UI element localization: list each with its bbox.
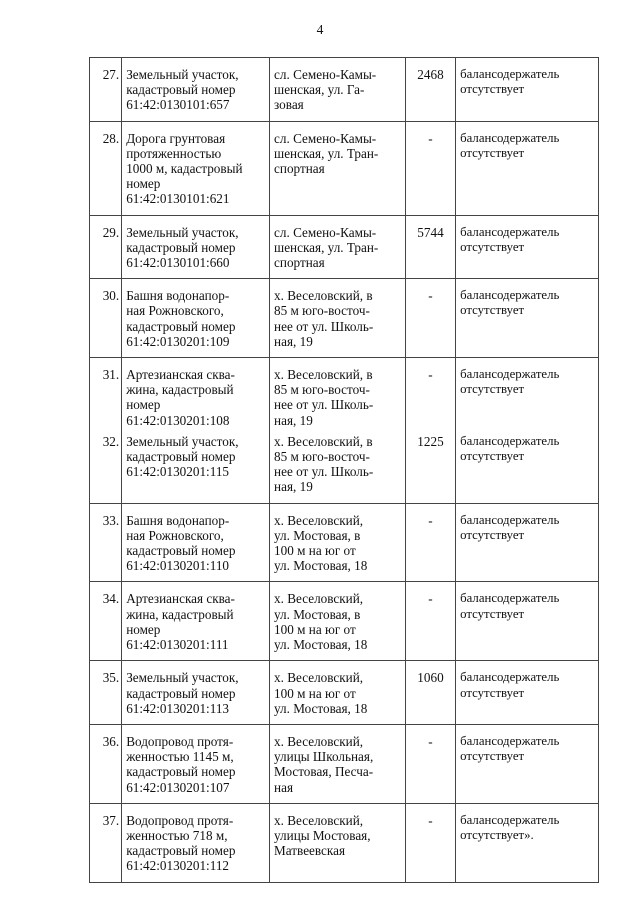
row-number: 28. [90,121,122,215]
object-name [122,121,270,215]
object-address-line: 85 м юго-восточ- [274,449,370,465]
object-address-line: 85 м юго-восточ- [274,382,370,398]
object-address-line: Матвеевская [274,843,346,859]
object-address-line: зовая [274,97,304,113]
object-address-line: х. Веселовский, [274,670,364,686]
object-name-line: 61:42:0130201:111 [126,637,229,653]
table-row [90,121,599,215]
balance-holder-line: балансодержатель [460,288,560,303]
object-name [122,582,270,661]
row-number: 35. [90,661,122,725]
object-name-line: кадастровый номер [126,764,236,780]
object-name [122,803,270,882]
object-address-line: ул. Мостовая, 18 [274,700,368,716]
object-address-line: нее от ул. Школь- [274,464,374,480]
object-area: - [405,803,455,882]
object-address-line: улицы Мостовая, [274,827,371,843]
balance-holder-line: отсутствует [460,382,525,397]
object-address-line: нее от ул. Школь- [274,318,374,334]
row-number: 34. [90,582,122,661]
balance-holder [456,279,599,358]
table-row [90,58,599,122]
object-name-line: ная Рожновского, [126,527,224,543]
row-number: 29. [90,215,122,279]
object-address [270,358,406,430]
object-address-line: улицы Школьная, [274,749,374,765]
object-name-line: Земельный участок, [126,670,239,686]
balance-holder-line: балансодержатель [460,591,560,606]
object-name-line: 61:42:0130201:108 [126,412,230,428]
object-name-line: кадастровый номер [126,449,236,465]
object-address-line: сл. Семено-Камы- [274,130,377,146]
object-name-line: кадастровый номер [126,82,236,98]
balance-holder-line: балансодержатель [460,812,560,827]
balance-holder-line: балансодержатель [460,733,560,748]
object-name-line: протяженностью [126,145,222,161]
object-name-line: 61:42:0130201:115 [126,464,230,480]
object-address-line: шенская, ул. Тран- [274,145,379,161]
object-address-line: 85 м юго-восточ- [274,303,370,319]
object-name-line: Дорога грунтовая [126,130,226,146]
object-address-line: 100 м на юг от [274,685,356,701]
object-address-line: х. Веселовский, [274,591,364,607]
object-address-line: ная [274,779,294,795]
object-address-line: х. Веселовский, [274,812,364,828]
object-area: 1060 [405,661,455,725]
object-name-line: Земельный участок, [126,224,239,240]
object-address-line: ул. Мостовая, 18 [274,558,368,574]
object-name [122,661,270,725]
object-area: - [405,121,455,215]
object-address-line: 100 м на юг от [274,543,356,559]
balance-holder-line: балансодержатель [460,67,560,81]
object-name-line: 61:42:0130201:107 [126,779,230,795]
balance-holder-line: отсутствует [460,82,525,97]
object-name-line: Башня водонапор- [126,288,230,304]
object-address-line: ул. Мостовая, в [274,606,361,622]
object-address-line: спортная [274,161,325,177]
object-address-line: х. Веселовский, [274,733,364,749]
object-address-line: х. Веселовский, в [274,367,373,383]
object-name-line: женностью 1145 м, [126,749,234,765]
object-name-line: жина, кадастровый [126,606,234,622]
table-row [90,803,599,882]
object-area: - [405,279,455,358]
object-address-line: сл. Семено-Камы- [274,224,377,240]
object-area: 5744 [405,215,455,279]
object-name-line: номер [126,621,161,637]
object-name-line: кадастровый номер [126,543,236,559]
object-name-line: 61:42:0130201:109 [126,333,230,349]
balance-holder-line: балансодержатель [460,670,560,685]
balance-holder-line: отсутствует [460,145,525,160]
row-number: 32. [90,430,122,503]
object-address-line: сл. Семено-Камы- [274,67,377,82]
table-row [90,582,599,661]
object-area: - [405,503,455,582]
balance-holder [456,358,599,430]
object-address-line: х. Веселовский, в [274,433,373,449]
table-row [90,661,599,725]
balance-holder [456,582,599,661]
object-name-line: ная Рожновского, [126,303,224,319]
object-name [122,279,270,358]
object-name-line: жина, кадастровый [126,382,234,398]
object-name-line: номер [126,397,161,413]
balance-holder-line: отсутствует [460,749,525,764]
table-row [90,358,599,430]
object-address-line: ная, 19 [274,479,313,495]
object-name-line: Земельный участок, [126,433,239,449]
row-number: 27. [90,58,122,122]
object-name-line: Водопровод протя- [126,812,234,828]
object-area: - [405,358,455,430]
object-name-line: кадастровый номер [126,318,236,334]
registry-body [90,58,599,883]
balance-holder-line: отсутствует [460,239,525,254]
object-name-line: Земельный участок, [126,67,239,82]
object-address [270,503,406,582]
object-name-line: Артезианская сква- [126,367,235,383]
balance-holder-line: балансодержатель [460,224,560,239]
object-name-line: номер [126,176,161,192]
balance-holder-line: балансодержатель [460,433,560,448]
object-name [122,503,270,582]
balance-holder-line: балансодержатель [460,512,560,527]
table-row [90,724,599,803]
object-area: 2468 [405,58,455,122]
object-name [122,358,270,430]
balance-holder [456,121,599,215]
object-name-line: кадастровый номер [126,843,236,859]
object-address [270,121,406,215]
object-address-line: спортная [274,255,325,271]
object-address [270,215,406,279]
object-name-line: 61:42:0130201:113 [126,700,230,716]
page-number: 4 [316,22,324,37]
property-registry-table [89,57,599,883]
balance-holder-line: отсутствует [460,606,525,621]
object-name-line: Башня водонапор- [126,512,230,528]
object-name-line: кадастровый номер [126,239,236,255]
object-name [122,58,270,122]
object-address-line: ул. Мостовая, в [274,527,361,543]
table-row [90,215,599,279]
balance-holder-line: балансодержатель [460,367,560,382]
object-address-line: нее от ул. Школь- [274,397,374,413]
object-address-line: шенская, ул. Га- [274,82,365,98]
balance-holder-line: отсутствует». [460,827,534,842]
object-address-line: шенская, ул. Тран- [274,239,379,255]
object-address-line: Мостовая, Песча- [274,764,374,780]
object-address [270,582,406,661]
object-name [122,215,270,279]
object-address-line: 100 м на юг от [274,621,356,637]
table-row [90,279,599,358]
object-name-line: 1000 м, кадастровый [126,161,243,177]
object-address [270,279,406,358]
object-name [122,430,270,503]
balance-holder [456,503,599,582]
object-address-line: ул. Мостовая, 18 [274,637,368,653]
object-address-line: ная, 19 [274,412,313,428]
balance-holder [456,661,599,725]
object-name [122,724,270,803]
object-name-line: Артезианская сква- [126,591,235,607]
object-name-line: кадастровый номер [126,685,236,701]
object-address [270,58,406,122]
object-name-line: 61:42:0130201:112 [126,858,230,874]
table-row [90,430,599,503]
object-address [270,661,406,725]
object-address [270,724,406,803]
balance-holder [456,803,599,882]
object-name-line: 61:42:0130101:621 [126,191,230,207]
row-number: 36. [90,724,122,803]
balance-holder [456,58,599,122]
row-number: 30. [90,279,122,358]
object-area: - [405,582,455,661]
balance-holder-line: отсутствует [460,685,525,700]
balance-holder [456,724,599,803]
object-name-line: женностью 718 м, [126,827,228,843]
row-number: 31. [90,358,122,430]
object-name-line: 61:42:0130101:657 [126,97,230,113]
balance-holder-line: отсутствует [460,527,525,542]
object-area: - [405,724,455,803]
object-name-line: 61:42:0130101:660 [126,255,230,271]
object-address-line: х. Веселовский, [274,512,364,528]
row-number: 37. [90,803,122,882]
object-address [270,430,406,503]
balance-holder-line: балансодержатель [460,130,560,145]
balance-holder [456,215,599,279]
object-name-line: 61:42:0130201:110 [126,558,230,574]
balance-holder [456,430,599,503]
object-area: 1225 [405,430,455,503]
balance-holder-line: отсутствует [460,303,525,318]
object-address-line: х. Веселовский, в [274,288,373,304]
object-address [270,803,406,882]
object-address-line: ная, 19 [274,333,313,349]
table-row [90,503,599,582]
object-name-line: Водопровод протя- [126,733,234,749]
balance-holder-line: отсутствует [460,449,525,464]
row-number: 33. [90,503,122,582]
